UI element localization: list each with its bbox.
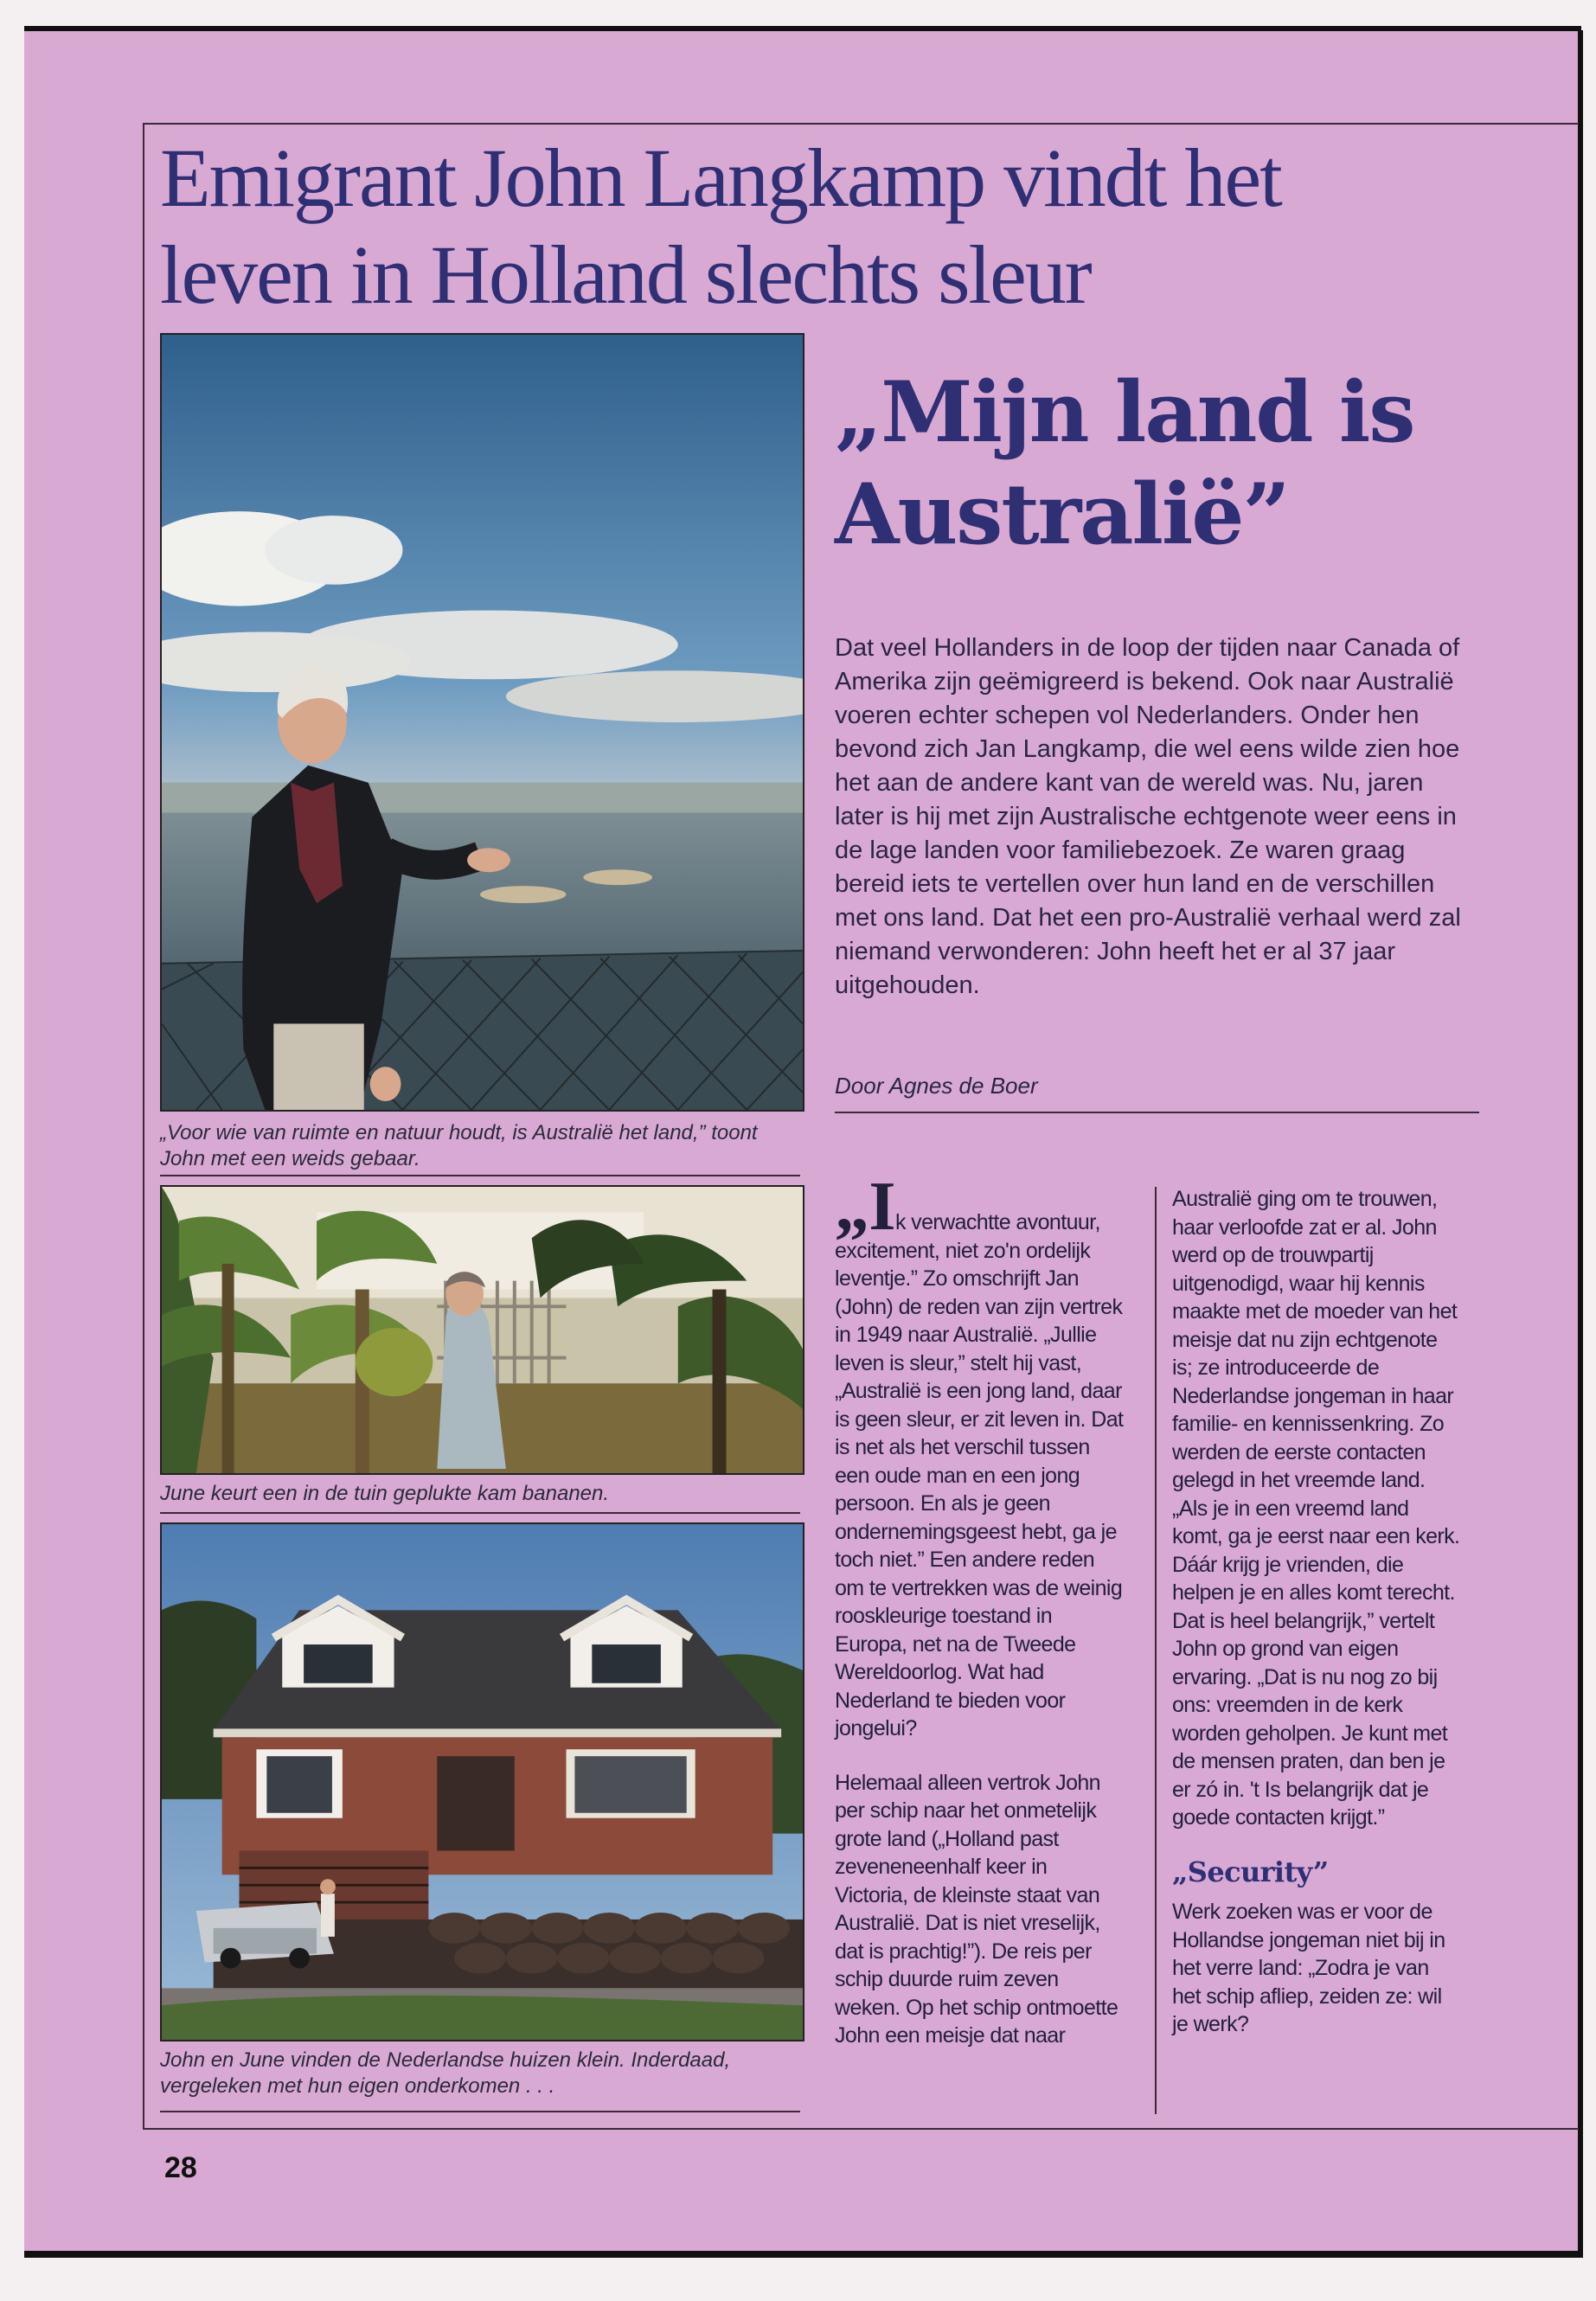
headline-line-1: Emigrant John Langkamp vindt het xyxy=(160,131,1281,224)
body-column-1 xyxy=(835,1169,1125,2076)
body-column-2 xyxy=(1172,1185,1462,2065)
caption-house: John en June vinden de Nederlandse huizen klein. Inderdaad, vergeleken met hun eigen onderkomen . . . xyxy=(160,2048,731,2098)
byline-rule xyxy=(835,1112,1479,1113)
headline-line-2: leven in Holland slechts sleur xyxy=(160,228,1091,321)
article-title-line-2: Australië” xyxy=(835,465,1289,563)
photo-bananas xyxy=(160,1185,804,1475)
lookout-image xyxy=(162,335,803,1110)
intro-paragraph: Dat veel Hollanders in de loop der tijden naar Canada of Amerika zijn geëmigreerd is bekend. Ook naar Australië voeren echter schepen vol Nederlanders. Onder hen bevond zich Jan Langkamp, die wel eens wilde zien hoe het aan de andere kant van de wereld was. Nu, jaren later is hij met zijn Australische echtgenote weer eens in de lage landen voor familiebezoek. Ze waren graag bereid iets te vertellen over hun land en de verschillen met ons land. Dat het een pro-Australië verhaal werd zal niemand verwonderen: John heeft het er al 37 jaar uitgehouden. xyxy=(835,634,1461,999)
subheading: „Security” xyxy=(1172,1855,1329,1888)
bananas-image xyxy=(162,1187,803,1473)
byline: Door Agnes de Boer xyxy=(835,1073,1038,1099)
article-title xyxy=(835,362,1509,566)
page-number: 28 xyxy=(164,2151,197,2184)
body-paragraph xyxy=(835,1169,1125,1743)
caption-lookout: „Voor wie van ruimte en natuur houdt, is Australië het land,” toont John met een weids gebaar. xyxy=(160,1121,758,1170)
photo-house xyxy=(160,1522,804,2041)
drop-cap: „I xyxy=(835,1169,895,1245)
body-paragraph: Australië ging om te trouwen, haar verloofde zat er al. John werd op de trouwpartij uitgenodigd, waar hij kennis maakte met de moeder van het meisje dat nu zijn echtgenote is; ze introduceerde de Nederlandse jongeman in haar familie- en kennissenkring. Zo werden de eerste contacten gelegd in het vreemde land. „Als je in een vreemd land komt, ga je eerst naar een kerk. Dáár krijg je vrienden, die helpen je en alles komt terecht. Dat is heel belangrijk,” vertelt John op grond van eigen ervaring. „Dat is nu nog zo bij ons: vreemden in de kerk worden geholpen. Je kunt met de mensen praten, dan ben je er zó in. 't Is belangrijk dat je goede contacten krijgt.” xyxy=(1172,1187,1460,1830)
house-image xyxy=(162,1524,803,2040)
body-paragraph: Helemaal alleen vertrok John per schip naar het onmetelijk grote land („Holland past zeveneneenhalf keer in Victoria, de kleinste staat van Australië. Dat is niet vreselijk, dat is prachtig!”). De reis per schip duurde ruim zeven weken. Op het schip ontmoette John een meisje dat naar xyxy=(835,1770,1118,2048)
caption-rule-3 xyxy=(160,2111,800,2112)
body-text: k verwachtte avontuur, excitement, niet zo'n ordelijk leventje.” Zo omschrijft Jan (John) de reden van zijn vertrek in 1949 naar Australië. „Jullie leven is sleur,” stelt hij vast, „Australië is een jong land, daar is geen sleur, er zit leven in. Dat is net als het verschil tussen een oude man en een jong persoon. En als je geen ondernemingsgeest hebt, ga je toch niet.” Een andere reden om te vertrekken was de weinig rooskleurige toestand in Europa, net na de Tweede Wereldoorlog. Wat had Nederland te bieden voor jongelui? xyxy=(835,1210,1124,1740)
caption-bananas: June keurt een in de tuin geplukte kam bananen. xyxy=(160,1482,610,1505)
headline xyxy=(160,130,1458,324)
body-paragraph: Werk zoeken was er voor de Hollandse jongeman niet bij in het verre land: „Zodra je van het schip afliep, zeiden ze: wil je werk? xyxy=(1172,1900,1445,2036)
caption-rule-1 xyxy=(160,1175,800,1176)
article-title-line-1: „Mijn land is xyxy=(835,363,1414,461)
column-divider xyxy=(1155,1187,1157,2114)
photo-lookout xyxy=(160,333,804,1112)
caption-rule-2 xyxy=(160,1512,800,1514)
